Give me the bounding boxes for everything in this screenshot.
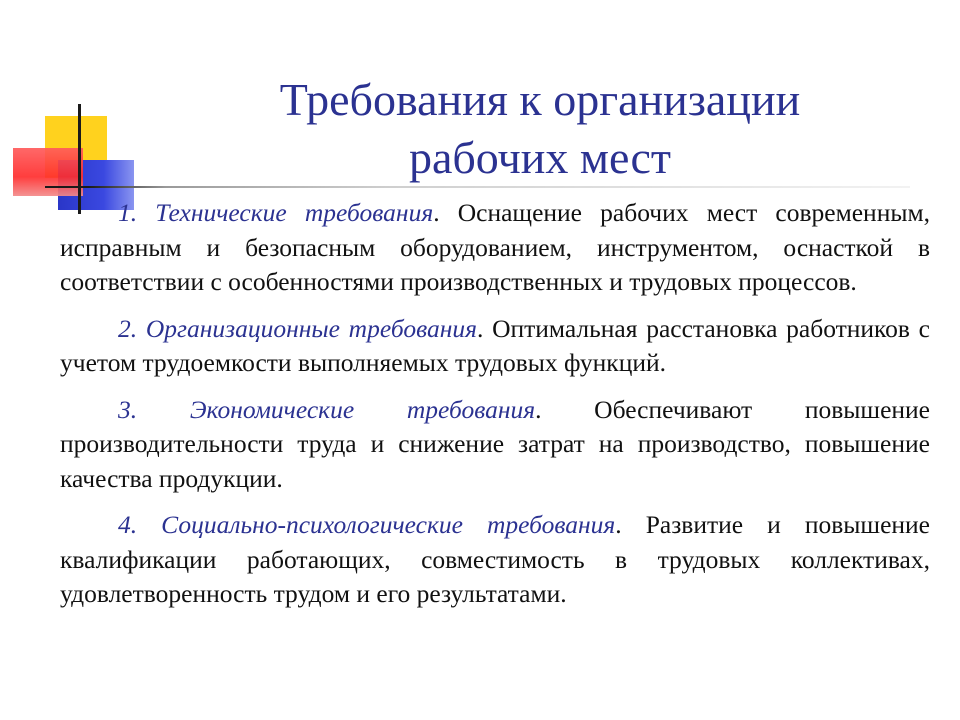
- requirement-text-economic: . Обеспечивают повышение производительности труда и снижение затрат на производство, повышение качества продукции.: [60, 394, 930, 493]
- requirement-heading-social-psychological: 4. Социально-психологические требования: [118, 510, 616, 539]
- requirement-text-organizational: . Оптимальная расстановка работников с учетом трудоемкости выполняемых трудовых функций.: [60, 313, 930, 377]
- slide-body: [60, 196, 930, 624]
- requirement-paragraph-technical: [60, 196, 930, 300]
- requirement-paragraph-social-psychological: [60, 508, 930, 612]
- slide-title-line-1: Требования к организации: [279, 73, 801, 125]
- requirement-heading-technical: 1. Технические требования: [118, 198, 434, 227]
- slide-title-line-2: рабочих мест: [408, 131, 672, 183]
- requirement-heading-economic: 3. Экономические требования: [118, 394, 536, 424]
- requirement-heading-organizational: 2. Организационные требования: [118, 313, 477, 343]
- requirement-paragraph-economic: [60, 393, 930, 497]
- requirement-paragraph-organizational: [60, 312, 930, 381]
- requirement-text-technical: . Оснащение рабочих мест современным, исправным и безопасным оборудованием, инструментом, оснасткой в соответствии с особенностями производственных и трудовых процессов.: [60, 198, 930, 296]
- decor-red-square: [13, 148, 83, 196]
- slide-title: [140, 71, 940, 187]
- requirement-text-social-psychological: . Развитие и повышение квалификации работающих, совместимость в трудовых коллективах, удовлетворенность трудом и его результатами.: [60, 510, 930, 608]
